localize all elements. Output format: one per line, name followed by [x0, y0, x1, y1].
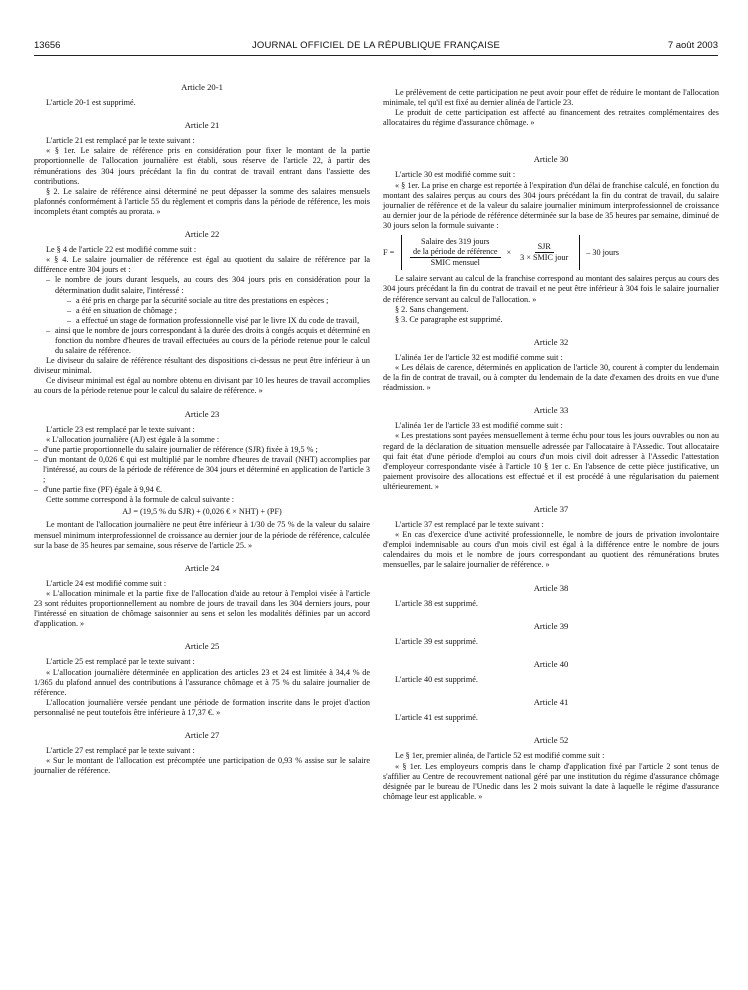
list-item: – d'un montant de 0,026 € qui est multiplié par le nombre d'heures de travail (NHT) accomplies par l'intéressé, au cours de la période de référence de 304 jours et déterminé en application de l'article 3 ; [34, 455, 370, 485]
formula-lhs: F = [383, 247, 395, 257]
list-item: – a été en situation de chômage ; [67, 306, 370, 316]
article-title: Article 22 [184, 229, 220, 240]
paragraph: Le prélèvement de cette participation ne peut avoir pour effet de réduire le montant de l'allocation minimale, tel qu'il est fixé au dernier alinéa de l'article 23. [383, 88, 719, 108]
paragraph: Le § 1er, premier alinéa, de l'article 52 est modifié comme suit : [395, 751, 605, 761]
paragraph: L'article 20-1 est supprimé. [46, 98, 136, 108]
journal-title: JOURNAL OFFICIEL DE LA RÉPUBLIQUE FRANÇAISE [251, 40, 501, 51]
paragraph: L'article 37 est remplacé par le texte suivant : [395, 520, 544, 530]
paragraph: L'article 40 est supprimé. [395, 675, 478, 685]
article-title: Article 32 [533, 336, 569, 347]
list-item: – d'une partie fixe (PF) égale à 9,94 €. [34, 485, 370, 495]
article-title: Article 41 [533, 697, 569, 708]
paragraph: « L'allocation minimale et la partie fixe de l'allocation d'aide au retour à l'emploi visée à l'article 23 sont réduites proportionnellement au nombre de jours de travail dans les 304 derniers jours, pour l'intéressé en situation de chômage saisonnier au sens et selon les modalités définies par un accord d'application. » [34, 588, 370, 629]
paragraph: « Les délais de carence, déterminés en application de l'article 30, courent à compter du lendemain de la fin de contrat de travail, ou à compter du lendemain de la date d'examen des droits en vue d'une réadmission. » [383, 362, 719, 393]
sub-list [55, 296, 370, 326]
paragraph: Le salaire servant au calcul de la franchise correspond au montant des salaires perçus au cours des 304 jours précédant la fin du contrat de travail et ne peut être inférieur à 304 fois le salaire journalier de référence servant au calcul de l'allocation. » [383, 274, 719, 304]
paragraph: Ce diviseur minimal est égal au nombre obtenu en divisant par 10 les heures de travail accomplies au cours de la période retenue pour le calcul du salaire de référence. » [34, 376, 370, 396]
dash-list [34, 275, 370, 356]
paragraph: § 2. Le salaire de référence ainsi déterminé ne peut dépasser la somme des salaires mensuels plafonnés conformément à l'article 55 du règlement et compris dans la période de référence, les mois incomplets étant comptés au prorata. » [34, 186, 370, 216]
paragraph: L'alinéa 1er de l'article 33 est modifié comme suit : [395, 421, 563, 431]
paragraph: L'article 27 est remplacé par le texte suivant : [46, 746, 195, 756]
times-sign: × [506, 247, 512, 257]
paragraph: § 2. Sans changement. [395, 304, 469, 314]
article-title: Article 52 [533, 735, 569, 746]
article-title: Article 20-1 [181, 82, 223, 92]
header-rule [34, 55, 718, 56]
article-title: Article 25 [184, 641, 220, 652]
article-title: Article 40 [533, 658, 569, 669]
paragraph: Le produit de cette participation est affecté au financement des retraites complémentaires des allocataires du régime d'assurance chômage. » [383, 108, 719, 128]
paragraph: « L'allocation journalière déterminée en application des articles 23 et 24 est limitée à 34,4 % de 1/365 du plafond annuel des contributions à l'assurance chômage et à 75 % du salaire journalier de référence. [34, 667, 370, 697]
paragraph: « § 4. Le salaire journalier de référence est égal au quotient du salaire de référence par la différence entre 304 jours et : [34, 255, 370, 275]
fraction-denominator: SMIC mensuel [430, 258, 480, 268]
paragraph: Cette somme correspond à la formule de calcul suivante : [46, 495, 235, 505]
paragraph: « L'allocation journalière (AJ) est égale à la somme : [46, 434, 220, 444]
paragraph: L'allocation journalière versée pendant une période de formation inscrite dans le projet d'action personnalisé ne peut toutefois être inférieure à 17,37 €. » [34, 697, 370, 717]
paragraph: L'article 39 est supprimé. [395, 636, 478, 646]
fraction [410, 237, 501, 268]
list-item: – a effectué un stage de formation professionnelle visé par le livre IX du code de travail, [67, 316, 370, 326]
left-column [34, 64, 370, 776]
franchise-formula [383, 235, 719, 270]
paragraph: « En cas d'exercice d'une activité professionnelle, le nombre de jours de privation involontaire d'emploi indemnisable au cours d'un mois civil est égal à la différence entre le nombre de jours calendaires du mois et le nombre de jours correspondant au quotient des rémunérations brutes mensuelles, par le salaire journalier de référence. » [383, 530, 719, 570]
article-title: Article 21 [184, 120, 220, 131]
right-column [383, 88, 719, 802]
fraction-numerator: SJR [535, 242, 554, 253]
page-number: 13656 [34, 40, 61, 51]
article-title: Article 30 [533, 154, 569, 165]
list-item-text: le nombre de jours durant lesquels, au cours des 304 jours pris en considération pour la détermination dudit salaire, l'intéressé : [55, 275, 370, 295]
fraction-numerator [410, 237, 501, 258]
paragraph: L'article 41 est supprimé. [395, 713, 478, 723]
paragraph: L'article 30 est modifié comme suit : [395, 170, 516, 180]
paragraph: « § 1er. Le salaire de référence pris en considération pour fixer le montant de la partie proportionnelle de l'allocation journalière est établi, sous réserve de l'article 22, à partir des rémunérations des 304 jours précédant la fin du contrat de travail entrant dans l'assiette des contributions. [34, 146, 370, 186]
list-item: – ainsi que le nombre de jours correspondant à la durée des droits à congés acquis et déterminé en fonction du nombre d'heures de travail effectuées au cours de la période retenue pour le calcul du salaire de référence. [46, 326, 370, 356]
article-title: Article 27 [184, 729, 220, 740]
paragraph: Le montant de l'allocation journalière ne peut être inférieur à 1/30 de 75 % de la valeur du salaire mensuel minimum interprofessionnel de croissance au dernier jour de la période de référence, calculée sur la base de 35 heures par semaine, sous réserve de l'article 25. » [34, 520, 370, 550]
publication-date: 7 août 2003 [667, 40, 718, 51]
page-header [34, 40, 718, 54]
paragraph: L'article 38 est supprimé. [395, 598, 478, 608]
list-item: – a été pris en charge par la sécurité sociale au titre des prestations en espèces ; [67, 296, 370, 306]
paragraph: « Sur le montant de l'allocation est précomptée une participation de 0,93 % assise sur le salaire journalier de référence. [34, 756, 370, 776]
fraction-denominator: 3 × SMIC jour [520, 253, 569, 263]
paragraph: L'alinéa 1er de l'article 32 est modifié comme suit : [395, 352, 563, 362]
article-title: Article 33 [533, 405, 569, 416]
fraction [517, 242, 571, 263]
paragraph: « § 1er. La prise en charge est reportée à l'expiration d'un délai de franchise calculé, en fonction du montant des salaires perçus au cours des 304 jours précédant la fin du contrat de travail, du salaire journalier de référence et de la valeur du salaire journalier minimum interprofessionnel de croissance au dernier jour de la période de référence déterminée sur la base de 35 heures par semaine, diminué de 30 jours selon la formule suivante : [383, 180, 719, 230]
article-title: Article 37 [533, 504, 569, 514]
paragraph: L'article 25 est remplacé par le texte suivant : [46, 657, 195, 667]
paragraph: L'article 24 est modifié comme suit : [46, 578, 167, 588]
numerator-line: Salaire des 319 jours [421, 237, 490, 247]
list-item: – d'une partie proportionnelle du salaire journalier de référence (SJR) fixée à 19,5 % ; [34, 445, 370, 455]
article-title: Article 23 [184, 408, 220, 419]
article-title: Article 24 [184, 562, 220, 573]
paragraph: L'article 23 est remplacé par le texte suivant : [46, 424, 195, 434]
article-title: Article 39 [533, 620, 569, 631]
article-title: Article 38 [533, 582, 569, 593]
paragraph: « Les prestations sont payées mensuellement à terme échu pour tous les jours ouvrables ou non au regard de la déclaration de situation mensuelle adressée par l'allocataire à l'Assedic. Tout allocataire qui fait état d'une période d'emploi au cours d'un mois civil doit adresser à l'Assedic l'attestation d'employeur correspondante visée à l'article 10 § 1er c. En l'absence de cette pièce justificative, un paiement provisoire des allocations est effectué et il est procédé à une régularisation du paiement ultérieurement. » [383, 431, 719, 491]
numerator-line: de la période de référence [413, 247, 498, 257]
formula-tail: – 30 jours [586, 247, 619, 257]
formula-bracket [401, 235, 580, 270]
formula: AJ = (19,5 % du SJR) + (0,026 € × NHT) + (PF) [122, 507, 282, 517]
dash-list [34, 445, 370, 495]
paragraph: « § 1er. Les employeurs compris dans le champ d'application fixé par l'article 2 sont tenus de s'affilier au Centre de recouvrement national géré par une institution du régime d'assurance chômage désignée par le bureau de l'Unedic dans les 2 mois suivant la date à laquelle le régime d'assurance chômage leur est applicable. » [383, 761, 719, 801]
paragraph: Le § 4 de l'article 22 est modifié comme suit : [46, 245, 197, 255]
list-item [46, 275, 370, 325]
paragraph: § 3. Ce paragraphe est supprimé. [395, 314, 503, 324]
paragraph: Le diviseur du salaire de référence résultant des dispositions ci-dessus ne peut être inférieur à un diviseur minimal. [34, 356, 370, 376]
paragraph: L'article 21 est remplacé par le texte suivant : [46, 136, 195, 146]
